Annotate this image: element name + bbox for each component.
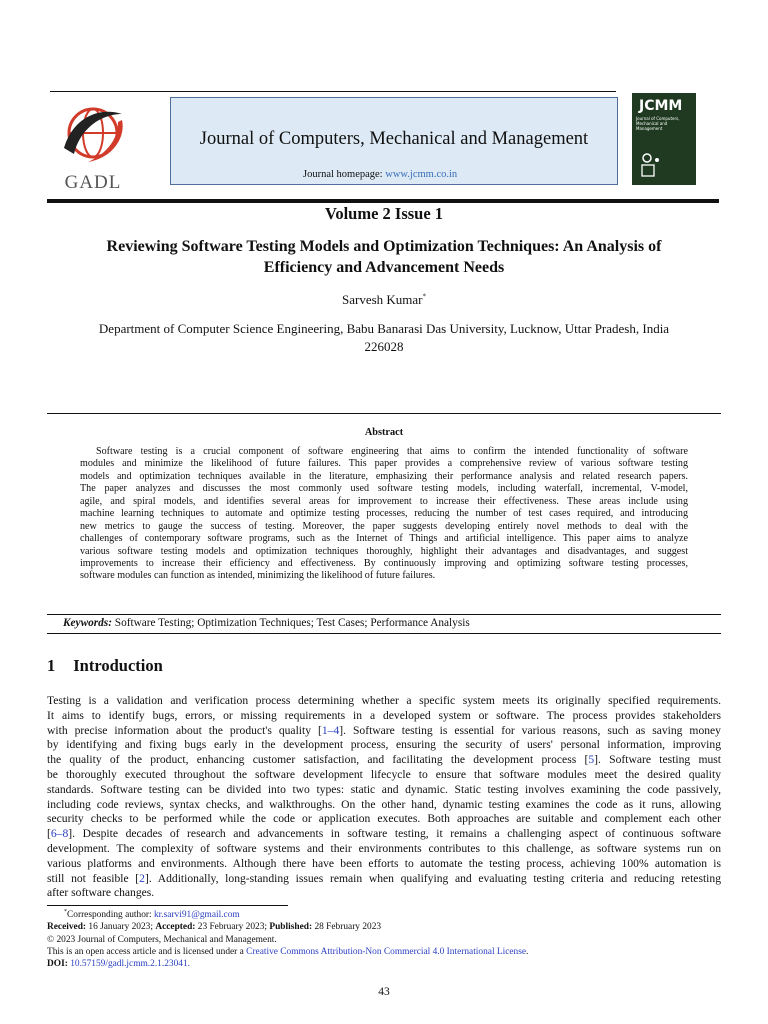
text-segment: standards. Software testing can be divided into two types: static and dynamic. Static testing involves examining the code passively,: [47, 782, 721, 796]
gadl-logo: [52, 100, 134, 193]
text-segment: the quality of the product, enhancing customer satisfaction, and facilitating the development process [: [47, 753, 589, 767]
doi-suffix: .: [187, 958, 190, 969]
affiliation-line: Department of Computer Science Engineering, Babu Banarasi Das University, Lucknow, Uttar Pradesh, India: [98, 321, 670, 336]
top-rule: [50, 91, 616, 92]
text-segment: [: [47, 827, 51, 841]
article-title: [0, 236, 768, 278]
citation-link[interactable]: 2: [139, 871, 145, 885]
paragraph-line: [47, 783, 721, 798]
affiliation-line: 226028: [364, 339, 404, 354]
gadl-logo-text: GADL: [64, 172, 122, 193]
paragraph-line: [47, 827, 721, 842]
published-label: Published:: [269, 922, 313, 933]
accepted-label: Accepted:: [155, 922, 196, 933]
text-segment: still not feasible [: [47, 871, 140, 885]
homepage-link[interactable]: www.jcmm.co.in: [385, 169, 458, 180]
footnotes: [47, 906, 528, 970]
author-name: Sarvesh Kumar: [341, 292, 423, 307]
paragraph-line: [47, 709, 721, 724]
section-title: Introduction: [73, 656, 163, 675]
author-mark: *: [422, 292, 426, 301]
doi: [47, 958, 528, 970]
paragraph-line: [47, 768, 721, 783]
globe-logo-icon: [52, 100, 134, 166]
section-number: 1: [47, 656, 56, 675]
author-email-link[interactable]: kr.sarvi91@gmail.com: [153, 910, 240, 921]
text-segment: security checks to be performed while the code or application executes. Both approaches are suitable and complement each other: [47, 812, 721, 826]
citation-link[interactable]: 5: [588, 753, 595, 767]
paragraph-line: [47, 857, 721, 872]
paragraph-line: [47, 842, 721, 857]
abstract-line: challenges of contemporary software programs, such as the Internet of Things and artificial intelligence. This paper aims to analyze: [80, 533, 688, 545]
cover-subtitle: Journal of Computers, Mechanical and Management: [636, 116, 680, 131]
text-segment: Testing is a validation and verification process determining whether a specific system meets its originally specified requirements.: [47, 694, 721, 707]
cover-illustration-icon: [638, 151, 668, 181]
doi-link[interactable]: 10.57159/gadl.jcmm.2.1.23041: [70, 958, 188, 969]
volume-issue: Volume 2 Issue 1: [324, 204, 444, 223]
license-link[interactable]: Creative Commons Attribution-Non Commercial 4.0 International License: [246, 946, 527, 957]
accepted-date: 23 February 2023;: [195, 922, 270, 933]
dates: [47, 921, 528, 933]
text-segment: ]. Software testing must: [594, 753, 721, 767]
paragraph-line: [47, 738, 721, 753]
paragraph-line: [47, 812, 721, 827]
text-segment: including code reviews, syntax checks, and walkthroughs. On the other hand, dynamic testing examines the code as it runs, allowing: [47, 797, 721, 811]
abstract-line: new metrics to gauge the success of testing. Moreover, the paper suggests developing entirely novel methods to deal with the: [80, 520, 688, 532]
paragraph-line: [47, 872, 721, 887]
keywords-text: Software Testing; Optimization Techniques; Test Cases; Performance Analysis: [114, 617, 470, 629]
license-prefix: This is an open access article and is licensed under a: [47, 946, 247, 957]
license-suffix: .: [526, 946, 529, 957]
abstract-line: Software testing is a crucial component of software engineering that aims to confirm the intended functionality of software: [96, 446, 688, 457]
header-thick-rule: [47, 199, 719, 203]
text-segment: It aims to identify bugs, errors, or missing requirements in a developed system or software. The process provides stakeholders: [47, 708, 721, 722]
title-line: Reviewing Software Testing Models and Optimization Techniques: An Analysis of: [106, 238, 662, 255]
text-segment: after software changes.: [47, 886, 155, 900]
text-segment: ]. Despite decades of research and advancements in software testing, it remains a challenging aspect of continuous software: [68, 827, 721, 841]
text-segment: various platforms and environments. Although there have been efforts to automate the testing process, achieving 100% automation is: [47, 856, 721, 870]
abstract-text: [80, 446, 688, 583]
section-heading-introduction: [47, 656, 163, 676]
abstract-line: modules and minimize the likelihood of future failures. This paper provides a comprehensive review of various software testing: [80, 458, 688, 470]
text-segment: be thoroughly executed throughout the software development lifecycle to ensure that software modules meet the desired quality: [47, 767, 721, 781]
cover-title: JCMM: [639, 98, 683, 114]
paragraph-line: [47, 798, 721, 813]
abstract-line: software modules can function as intended, minimizing the likelihood of future failures.: [80, 570, 436, 582]
received-date: 16 January 2023;: [86, 922, 156, 933]
journal-banner: [170, 97, 618, 185]
paragraph-line: [47, 724, 721, 739]
paragraph-line: [47, 753, 721, 768]
keywords: [63, 617, 470, 629]
abstract-top-rule: [47, 413, 721, 414]
published-date: 28 February 2023: [312, 922, 382, 933]
citation-link[interactable]: 1–4: [321, 723, 340, 737]
affiliation: [0, 320, 768, 356]
abstract-line: various software testing models and optimization techniques thoroughly, highlight their advantages and disadvantages, and suggest: [80, 545, 688, 557]
page-number: 43: [378, 986, 390, 998]
license: [47, 946, 528, 958]
paragraph-line: [47, 694, 721, 709]
abstract-line: The paper analyzes and discusses the most commonly used software testing models, including waterfall, incremental, V-model,: [80, 483, 688, 495]
keywords-bottom-rule: [47, 633, 721, 634]
abstract-line: agile, and spiral models, and identifies several areas for improvement to increase their effectiveness. These areas include using: [80, 495, 688, 507]
abstract-line: improvements to increase their efficiency and effectiveness. By continuously improving and optimizing software testing processes,: [80, 557, 688, 569]
keywords-label: Keywords:: [63, 617, 112, 629]
author: [0, 292, 768, 308]
abstract-heading: Abstract: [364, 427, 404, 438]
journal-cover: [632, 93, 696, 185]
doi-label: DOI:: [47, 958, 68, 969]
citation-link[interactable]: 6–8: [50, 827, 69, 841]
corresponding-label: Corresponding author:: [67, 910, 154, 921]
footnote-mark: *: [64, 909, 67, 915]
text-segment: with precise information about the product's quality [: [47, 723, 322, 737]
title-line: Efficiency and Advancement Needs: [263, 259, 505, 276]
text-segment: development. The complexity of software systems and their environments contributes to this challenge, as software systems run on: [47, 841, 721, 855]
homepage-label: Journal homepage:: [303, 169, 383, 180]
text-segment: ]. Additionally, long-standing issues remain when qualifying and evaluating testing criteria and reducing retesting: [144, 871, 721, 885]
corresponding-author: [47, 906, 528, 921]
copyright: © 2023 Journal of Computers, Mechanical and Management.: [47, 934, 277, 945]
text-segment: ]. Software testing is essential for various reasons, such as saving money: [339, 723, 721, 737]
abstract-line: machine learning techniques to automate and optimize testing processes, reducing the number of test cases required, and introducing: [80, 508, 688, 520]
journal-name: Journal of Computers, Mechanical and Management: [199, 129, 589, 149]
paragraph-line: [47, 886, 721, 901]
text-segment: by identifying and fixing bugs early in the development process, ensuring the security of users' personal information, improving: [47, 738, 721, 752]
received-label: Received:: [47, 922, 87, 933]
abstract-line: models and optimization techniques available in the literature, emphasizing their performance analysis and related research papers.: [80, 470, 688, 482]
journal-homepage: [303, 169, 457, 180]
introduction-text: [47, 694, 721, 901]
keywords-top-rule: [47, 614, 721, 615]
